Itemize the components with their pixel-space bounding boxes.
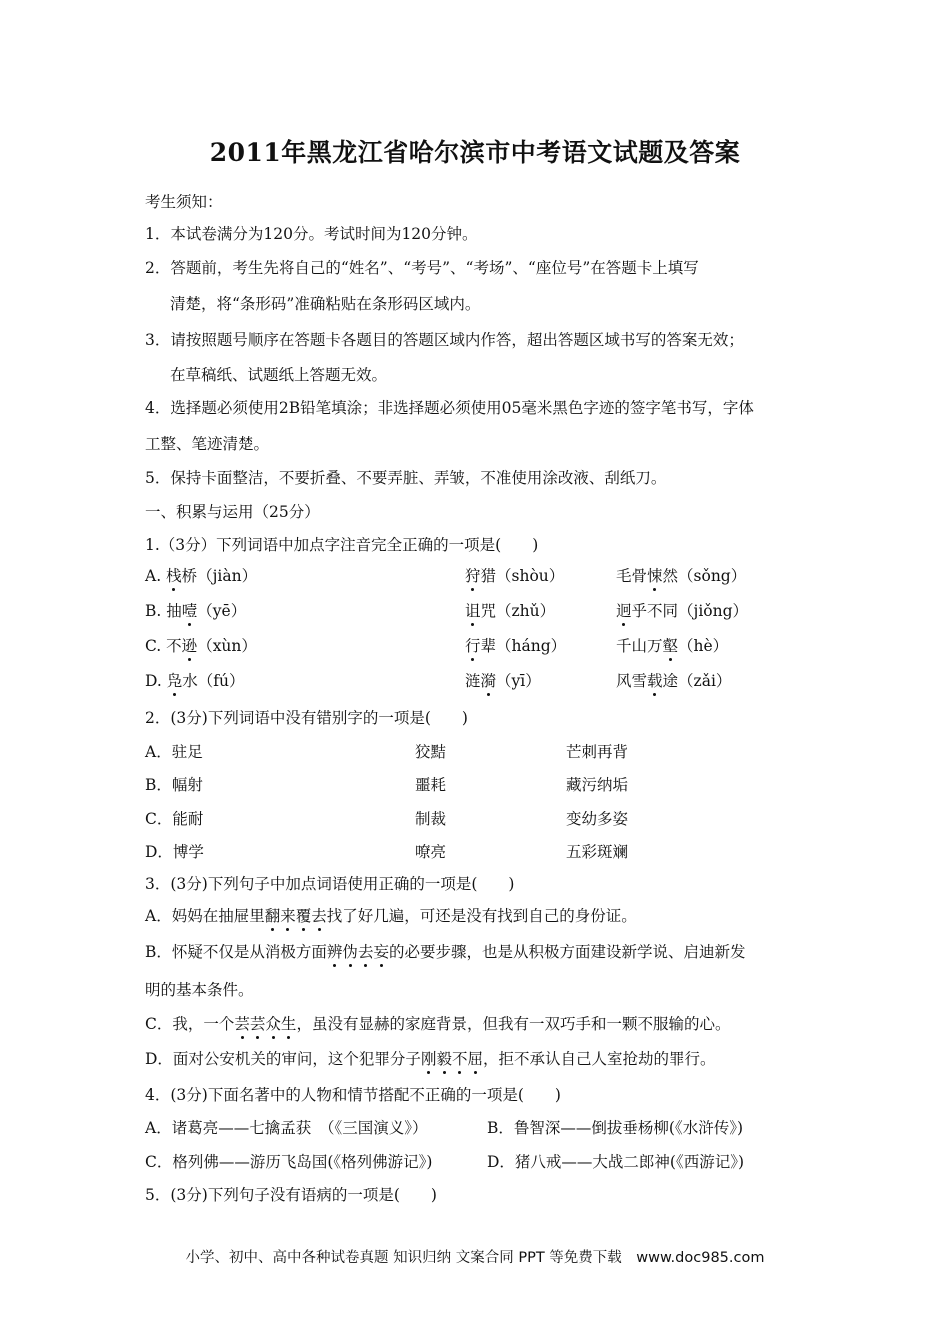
q1-opt-b-word2: 诅咒（zhǔ） — [465, 602, 556, 620]
q1-opt-b-word1: B. 抽噎（yē） — [145, 602, 247, 620]
q1-option-row — [145, 601, 749, 621]
emphasis-char: 来 — [280, 907, 296, 925]
notice-item-2-line2: 清楚，将“条形码”准确粘贴在条形码区域内。 — [170, 295, 481, 313]
emphasis-char: 迥 — [616, 602, 632, 620]
q2-option-row: D．博学 嘹亮 五彩斑斓 — [145, 843, 629, 861]
emphasis-char: 诅 — [465, 602, 481, 620]
q3-option-b: B．怀疑不仅是从消极方面辨伪去妄的必要步骤，也是从积极方面建设新学说、启迪新发 — [145, 943, 746, 961]
emphasis-char: 逊 — [181, 637, 198, 655]
notice-item-4-line2: 工整、笔迹清楚。 — [145, 435, 270, 453]
notice-item-5: 5．保持卡面整洁，不要折叠、不要弄脏、弄皱，不准使用涂改液、刮纸刀。 — [145, 469, 667, 487]
emphasis-char: 毅 — [436, 1050, 452, 1068]
q1-option-row — [145, 671, 732, 691]
emphasis-char: 栈 — [166, 567, 182, 585]
emphasis-char: 众 — [265, 1015, 281, 1033]
q1-option-row — [145, 566, 747, 586]
emphasis-char: 壑 — [662, 637, 679, 655]
emphasis-phrase — [265, 907, 327, 925]
q2-option-row: B．幅射 噩耗 藏污纳垢 — [145, 776, 629, 794]
emphasis-char: 芸 — [249, 1015, 266, 1033]
q1-opt-a-word3: 毛骨悚然（sǒng） — [616, 567, 747, 585]
emphasis-char: 凫 — [166, 672, 183, 690]
emphasis-char: 噎 — [181, 602, 198, 620]
q1-option-row — [145, 636, 729, 656]
emphasis-char: 悚 — [647, 567, 663, 585]
q3-option-a: A．妈妈在抽屉里翻来覆去找了好几遍，可还是没有找到自己的身份证。 — [145, 907, 637, 925]
q1-opt-d-word1: D. 凫水（fú） — [145, 672, 245, 690]
notice-item-4-line1: 4．选择题必须使用2B铅笔填涂；非选择题必须使用05毫米黑色字迹的签字笔书写，字体 — [145, 399, 754, 417]
emphasis-phrase — [234, 1015, 296, 1033]
q3-option-c: C．我，一个芸芸众生，虽没有显赫的家庭背景，但我有一双巧手和一颗不服输的心。 — [145, 1015, 731, 1033]
emphasis-char: 翻 — [264, 907, 281, 925]
section-heading: 一、积累与运用（25分） — [145, 503, 320, 521]
q3-option-b-cont: 明的基本条件。 — [145, 981, 254, 999]
q3-stem: 3．(3分)下列句子中加点词语使用正确的一项是( ) — [145, 875, 515, 893]
q1-opt-a-word2: 狩猎（shòu） — [465, 567, 565, 585]
notice-item-1: 1．本试卷满分为120分。考试时间为120分钟。 — [145, 225, 478, 243]
notice-item-3-line1: 3．请按照题号顺序在答题卡各题目的答题区域内作答，超出答题区域书写的答案无效； — [145, 331, 744, 349]
emphasis-char: 屈 — [467, 1050, 483, 1068]
emphasis-phrase — [421, 1050, 483, 1068]
emphasis-char: 漪 — [480, 672, 497, 690]
emphasis-char: 覆 — [295, 907, 312, 925]
q1-stem: 1.（3分）下列词语中加点字注音完全正确的一项是( ) — [145, 536, 539, 554]
q1-opt-c-word1: C. 不逊（xùn） — [145, 637, 257, 655]
emphasis-char: 去 — [311, 907, 327, 925]
emphasis-char: 生 — [280, 1015, 297, 1033]
q2-stem: 2．(3分)下列词语中没有错别字的一项是( ) — [145, 709, 468, 727]
notice-heading: 考生须知： — [145, 193, 223, 211]
q2-option-row: A．驻足 狡黠 芒刺再背 — [145, 743, 629, 761]
q5-stem: 5．(3分)下列句子没有语病的一项是( ) — [145, 1186, 437, 1204]
emphasis-char: 辨 — [326, 943, 343, 961]
q1-opt-c-word3: 千山万壑（hè） — [616, 637, 729, 655]
q4-stem: 4．(3分)下面名著中的人物和情节搭配不正确的一项是( ) — [145, 1086, 561, 1104]
q1-opt-c-word2: 行辈（háng） — [465, 637, 567, 655]
notice-item-3-line2: 在草稿纸、试题纸上答题无效。 — [170, 366, 388, 384]
page-title: 2011年黑龙江省哈尔滨市中考语文试题及答案 — [209, 138, 741, 167]
q4-option-row: A．诸葛亮——七擒孟获 （《三国演义》） B．鲁智深——倒拔垂杨柳(《水浒传》) — [145, 1119, 743, 1137]
emphasis-char: 去 — [357, 943, 374, 961]
q1-opt-b-word3: 迥乎不同（jiǒng） — [616, 602, 749, 620]
q1-opt-d-word2: 涟漪（yī） — [465, 672, 541, 690]
emphasis-char: 载 — [647, 672, 663, 690]
q3-option-d: D．面对公安机关的审问，这个犯罪分子刚毅不屈，拒不承认自己人室抢劫的罪行。 — [145, 1050, 716, 1068]
emphasis-char: 芸 — [234, 1015, 250, 1033]
q1-opt-d-word3: 风雪载途（zǎi） — [616, 672, 732, 690]
emphasis-char: 狩 — [465, 567, 481, 585]
emphasis-char: 行 — [465, 637, 481, 655]
emphasis-char: 伪 — [342, 943, 358, 961]
emphasis-char: 刚 — [420, 1050, 437, 1068]
q1-opt-a-word1: A. 栈桥（jiàn） — [145, 567, 258, 585]
page-footer: 小学、初中、高中各种试卷真题 知识归纳 文案合同 PPT 等免费下载 www.doc985.com — [185, 1250, 765, 1266]
notice-item-2-line1: 2．答题前，考生先将自己的“姓名”、“考号”、“考场”、“座位号”在答题卡上填写 — [145, 259, 699, 277]
q4-option-row: C．格列佛——游历飞岛国(《格列佛游记》) D．猪八戒——大战二郎神(《西游记》) — [145, 1153, 745, 1171]
q2-option-row: C．能耐 制裁 变幼多姿 — [145, 810, 629, 828]
emphasis-char: 妄 — [373, 943, 389, 961]
emphasis-char: 不 — [451, 1050, 468, 1068]
emphasis-phrase — [327, 943, 389, 961]
